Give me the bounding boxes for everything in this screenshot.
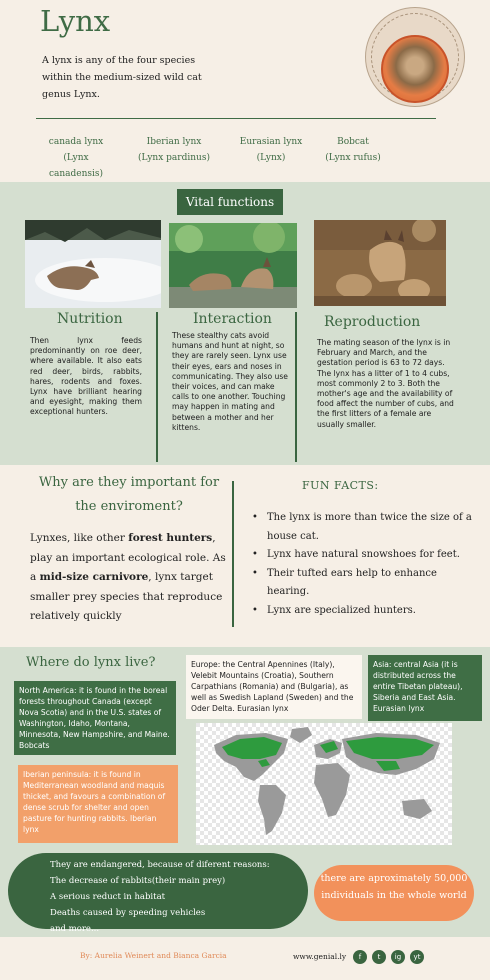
vital-functions-section [0,182,490,465]
interaction-lynx-image [169,223,297,308]
fun-fact-item: • Their tufted ears help to enhance hearing. [252,565,472,602]
youtube-icon[interactable]: yt [410,950,424,964]
fun-facts-heading: FUN FACTS: [302,479,379,492]
species-bobcat [324,134,382,166]
world-distribution-map [196,723,452,845]
habitat-section [0,647,490,937]
fun-fact-item: • Lynx are specialized hunters. [252,602,472,621]
importance-bold: forest hunters [128,532,213,544]
species-name: Eurasian lynx [239,137,303,147]
europe-box: Europe: the Central Apennines (Italy), Velebit Mountains (Croatia), Southern Carpathians (Romania) and (Bulgaria), as well as Swedish Lapland (Sweden) and the Oder Delta. Eurasian lynx [186,655,362,719]
importance-divider [232,481,234,627]
fun-fact-item: • Lynx have natural snowshoes for feet. [252,546,472,565]
importance-bold: mid-size carnivore [39,571,149,583]
importance-heading: Why are they important for the enviroment? [38,475,220,514]
habitat-heading: Where do lynx live? [26,655,156,670]
footer [0,937,490,980]
header [0,0,490,182]
nutrition-text: Then lynx feeds predominantly on roe deer, where available. It also eats red deer, birds, rabbits, hares, rodents and foxes. Lynx have brilliant hearing and eyesight, making them exceptional hunters. [30,336,142,417]
vital-functions-title: Vital functions [177,189,283,215]
importance-text-part: Lynxes, like other [30,532,129,544]
interaction-text: These stealthy cats avoid humans and hunt at night, so they are rarely seen. Lynx use their eyes, ears and noses in communicating. They also use their voices, and can make calls to one another. Touching may happen in mating and between a mother and her kittens. [172,331,288,432]
species-name: canada lynx [48,137,104,147]
importance-text-part: , play an important ecological role. As a [30,532,226,583]
species-eurasian [236,134,306,166]
species-canada [38,134,114,182]
population-box: there are aproximately 50,000 individuals in the whole world [314,865,474,921]
species-name: Iberian lynx [146,137,202,147]
importance-section [0,465,490,647]
snow-lynx-image [25,220,161,308]
north-america-box: North America: it is found in the boreal forests throughout Canada (except Nova Scotia) and in the U.S. states of Washington, Idaho, Montana, Minnesota, New Hampshire, and Maine. Bobcats [14,681,176,755]
iberian-box: Iberian peninsula: it is found in Mediterranean woodland and maquis thicket, and favours a combination of dense scrub for shelter and open pasture for hunting rabbits. Iberian lynx [18,765,178,843]
endangered-line: The decrease of rabbits(their main prey) [50,876,226,886]
header-divider [36,118,436,119]
endangered-line: and more... [50,924,100,934]
reproduction-text: The mating season of the lynx is in February and March, and the gestation period is 63 to 72 days. The lynx has a litter of 1 to 4 cubs, most commonly 2 to 3. Both the mother's age and the availability of food affect the number of cubs, and the first litters of a female are usually smaller. [317,338,454,429]
nutrition-title: Nutrition [57,311,123,327]
divider-right [295,312,297,462]
fun-facts-list [252,509,472,620]
endangered-line: Deaths caused by speeding vehicles [50,908,206,918]
species-latin: (Lynx pardinus) [138,153,210,163]
importance-text-part: , lynx target smaller prey species that reproduce relatively quickly [30,571,223,622]
endangered-line: A serious reduct in habitat [50,892,166,902]
facebook-icon[interactable]: f [353,950,367,964]
species-iberian [137,134,211,166]
reproduction-lynx-image [314,220,446,306]
credits: By: Aurelia Weinert and Bianca Garcia [80,951,227,960]
lynx-portrait-photo [381,35,449,103]
reproduction-title: Reproduction [324,314,421,330]
page-title: Lynx [40,4,111,38]
brand-link[interactable]: www.genial.ly [293,952,347,961]
species-latin: (Lynx rufus) [325,153,381,163]
asia-box: Asia: central Asia (it is distributed across the entire Tibetan plateau), Siberia and East Asia. Eurasian lynx [368,655,482,721]
species-latin: (Lynx canadensis) [48,153,104,179]
species-latin: (Lynx) [256,153,286,163]
divider-left [156,312,158,462]
interaction-title: Interaction [193,311,272,327]
intro-text: A lynx is any of the four species within the medium-sized wild cat genus Lynx. [42,55,202,100]
lynx-portrait [365,7,465,107]
endangered-box [8,853,308,934]
endangered-line: They are endangered, because of diferent reasons: [50,860,270,870]
fun-fact-item: • The lynx is more than twice the size of a house cat. [252,509,472,546]
species-name: Bobcat [337,137,369,147]
twitter-icon[interactable]: t [372,950,386,964]
importance-text [30,529,230,627]
instagram-icon[interactable]: ig [391,950,405,964]
